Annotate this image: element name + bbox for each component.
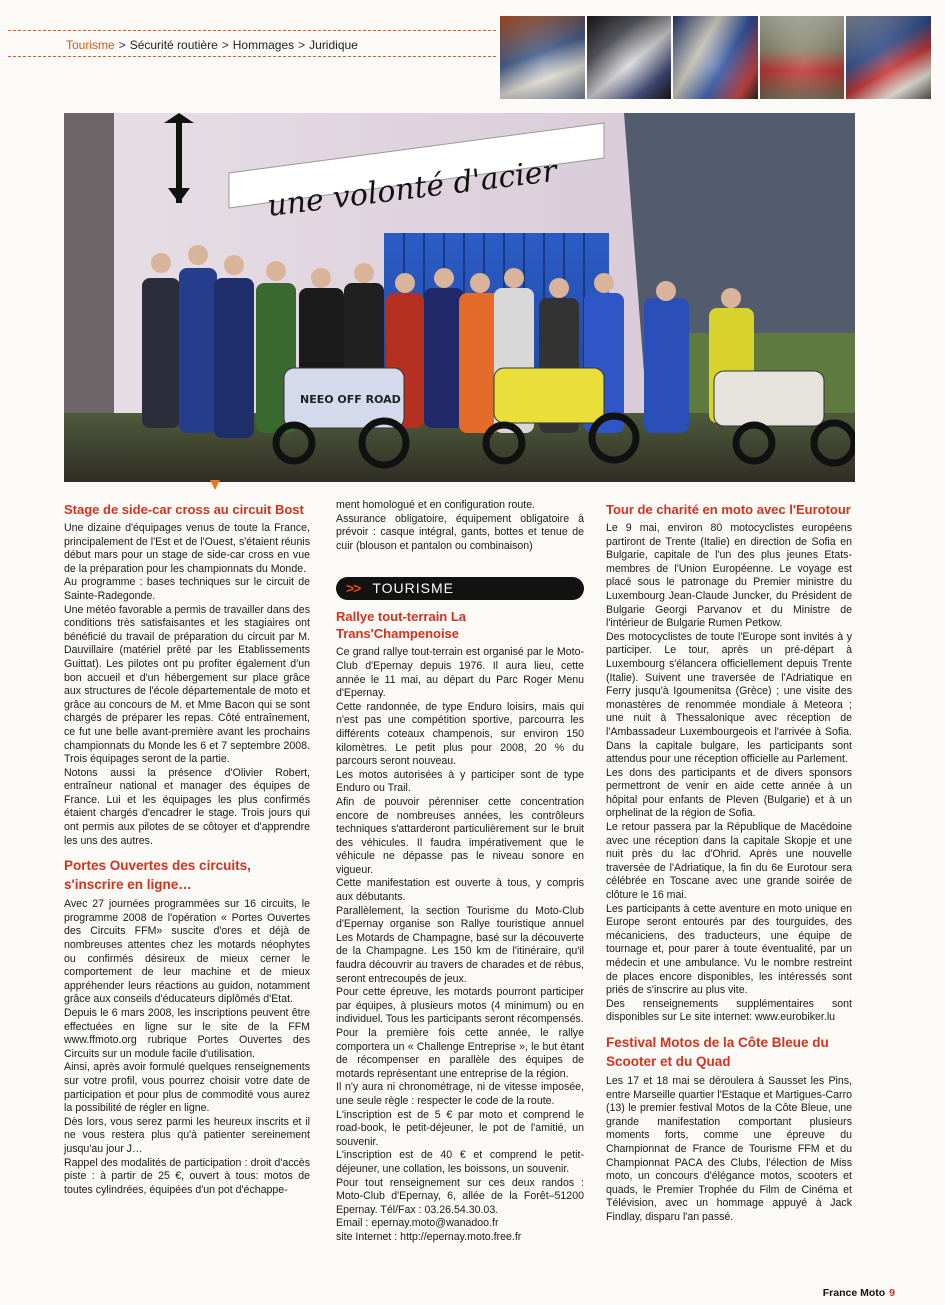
header-thumb-motocross-rider [587, 16, 672, 99]
header-photo-strip [500, 16, 931, 99]
section-banner-tourisme [336, 577, 584, 600]
paragraph: Pour cette épreuve, les motards pourront participer par équipes, à plusieurs motos (4 minimum) ou en individuel. Tous les participants seront récompensés. [336, 986, 584, 1026]
sidecar-plate-text: NEEO OFF ROAD [300, 393, 401, 406]
breadcrumb-separator: > [118, 38, 126, 52]
paragraph: Cette manifestation est ouverte à tous, y compris aux débutants. [336, 877, 584, 904]
paragraph: Une dizaine d'équipages venus de toute la France, principalement de l'Est et de l'Ouest, s'étaient réunis début mars pour un stage de side-car cross en vue de la préparation pour les championnats du Monde. [64, 522, 310, 575]
paragraph: Au programme : bases techniques sur le circuit de Sainte-Radegonde. [64, 576, 310, 602]
column-middle [336, 499, 584, 1245]
magazine-name: France Moto [822, 1287, 886, 1299]
section-banner-label: TOURISME [372, 580, 454, 597]
paragraph: L'inscription est de 40 € et comprend le petit-déjeuner, une collation, les boissons, un souvenir. [336, 1149, 584, 1175]
paragraph: Les motos autorisées à y participer sont de type Enduro ou Trail. [336, 768, 584, 795]
header-rule-bottom [8, 56, 496, 57]
paragraph: Des renseignements supplémentaires sont disponibles sur Le site internet: www.eurobiker.lu [606, 997, 852, 1024]
header-thumb-trail-riders [760, 16, 845, 99]
contact-email[interactable]: Email : epernay.moto@wanadoo.fr [336, 1217, 499, 1230]
photo-sign-text: une volonté d'acier [265, 153, 559, 224]
column-right [606, 499, 852, 1225]
header-thumb-mechanic [846, 16, 931, 99]
column-left [64, 499, 310, 1197]
article-heading-stage-sidecar: Stage de side-car cross au circuit Bost [64, 502, 304, 517]
paragraph: Le 9 mai, environ 80 motocyclistes européens partiront de Trente (Italie) en direction de Sofia en Bulgarie, capitale de l'un des plus jeunes Etats-membres de l'Union Européenne. Le voyage est placé sous le patronage du Premier ministre du Luxembourg Jean-Claude Juncker, du Président de Bulgarie Georgi Parvanov et du Ministre de l'intérieur de Bulgarie Rumen Petkow. [606, 522, 852, 630]
paragraph: Cette randonnée, de type Enduro loisirs, mais qui n'est pas une compétition sportive, parcourra les différents coteaux champenois, sur environ 150 kilomètres. Le petit plus pour 2008, 20 % du parcours seront nouveau. [336, 700, 584, 768]
paragraph: Dès lors, vous serez parmi les heureux inscrits et il ne vous restera plus qu'à patienter sereinement jusqu'au jour J… [64, 1115, 310, 1155]
header-thumb-rider-child [500, 16, 585, 99]
article-heading-eurotour: Tour de charité en moto avec l'Eurotour [606, 502, 851, 517]
paragraph: Pour la première fois cette année, le rallye comportera un « Challenge Entreprise », le but étant de récompenser en parallèle des équipes de motards représentant une entreprise de la région. [336, 1027, 584, 1080]
page-footer [823, 1287, 895, 1299]
paragraph: Les dons des participants et de divers sponsors permettront de venir en aide cette année à un hôpital pour enfants de Pleven (Bulgarie) et à un orphelinat de la région de Sofia. [606, 766, 852, 820]
breadcrumb-item-hommages[interactable]: Hommages [232, 38, 295, 52]
breadcrumb-separator: > [221, 38, 229, 52]
paragraph: Ce grand rallye tout-terrain est organisé par le Moto-Club d'Epernay depuis 1976. Il aura lieu, cette année le 11 mai, au départ du Parc Roger Menu d'Epernay. [336, 646, 584, 700]
double-chevron-icon: >> [346, 580, 361, 597]
paragraph: Ainsi, après avoir formulé quelques renseignements sur votre profil, vous pourrez choisir votre date de participation et pour plus de commodité vous aurez la possibilité de régler en ligne. [64, 1061, 310, 1115]
paragraph: Il n'y aura ni chronométrage, ni de vitesse imposée, une seule règle : respecter le code de la route. [336, 1081, 584, 1107]
paragraph: Le retour passera par la République de Macédoine avec une réception dans la capitale Skopje et une nuit près du lac d'Ohrid. Après une nouvelle traversée de l'Adriatique, la fin du 6e Eurotour sera célébrée en Toscane avec une grande soirée de clôture le 16 mai. [606, 821, 852, 902]
paragraph: Assurance obligatoire, équipement obligatoire à prévoir : casque intégral, gants, bottes et tenue de cuir (blouson et pantalon ou combinaison) [336, 512, 584, 552]
paragraph: Les participants à cette aventure en moto unique en Europe seront entourés par des tourguides, des mécaniciens, des traducteurs, une équipe de tournage et, pour parer à toute éventualité, par un médecin et une ambulance. Vu le nombre restreint de places encore disponibles, les intéressés sont priés de s'inscrire au plus vite. [606, 902, 852, 997]
breadcrumb-item-tourisme[interactable]: Tourisme [66, 38, 115, 52]
paragraph: Pour tout renseignement sur ces deux randos : Moto-Club d'Epernay, 6, allée de la Forêt–51200 Epernay. Tél/Fax : 03.26.54.30.03. [336, 1176, 584, 1216]
paragraph: Rappel des modalités de participation : droit d'accès piste : à partir de 25 €, ouvert à tous: motos de toutes cylindrées, équipées d'un pot d'échappe- [64, 1156, 310, 1196]
breadcrumb-separator: > [298, 38, 306, 52]
paragraph: Notons aussi la présence d'Olivier Robert, entraîneur national et manager des équipes de France. Lui et les équipages les plus confirmés étaient chargés d'encadrer le stage. Trois jours qui ont permis aux pilotes de se côtoyer et d'apprendre les uns des autres. [64, 766, 310, 847]
breadcrumb [66, 38, 358, 52]
article-heading-portes-ouvertes: Portes Ouvertes des circuits, s'inscrire en ligne… [64, 858, 251, 893]
header-thumb-racer-jump [673, 16, 758, 99]
main-photo-sidecar-team [64, 113, 855, 482]
header-rule-top [8, 30, 496, 31]
paragraph: L'inscription est de 5 € par moto et comprend le road-book, le petit-déjeuner, le pot de l'amitié, un souvenir. [336, 1108, 584, 1148]
breadcrumb-item-juridique[interactable]: Juridique [309, 38, 358, 52]
paragraph: Une météo favorable a permis de travailler dans des conditions très satisfaisantes et les stagiaires ont bénéficié du travail de préparation du circuit par M. Dauvillaire (matériel prêté par les Etablissements Guittat). Les pilotes ont pu profiter également d'un bon accueil et d'un hébergement sur place grâce aux structures de l'école départementale de moto et grâce au concours de M. et Mme Bacon qui se sont chargés de préparer les repas. Côté entraînement, ce fut une belle avant-première avant les prochains championnats du Monde les 6 et 7 septembre 2008. Trois équipages seront de la partie. [64, 603, 310, 766]
article-heading-festival-cote-bleue: Festival Motos de la Côte Bleue du Scooter et du Quad [606, 1034, 829, 1069]
article-heading-rallye: Rallye tout-terrain La Trans'Champenoise [336, 609, 467, 642]
paragraph: Les 17 et 18 mai se déroulera à Sausset les Pins, entre Marseille quartier l'Estaque et Martigues-Carro (13) le premier festival Motos de la Côte Bleue, une grande manifestation comportant plusieurs moments forts, comme une épreuve du Championnat de France de Tourisme FFM et du Championnat PACA des Clubs, l'élection de Miss moto, un concours d'élégance motos, scooters et quads, le Premier Trophée du Film de Cinéma et Télévision, avec un hommage appuyé à Jack Findlay, disparu l'an passé. [606, 1074, 852, 1223]
paragraph: Parallèlement, la section Tourisme du Moto-Club d'Epernay organise son Rallye touristique annuel Les Motards de Champagne, basé sur la découverte de la Champagne. Les 150 km de l'itinéraire, qu'il faudra découvrir au travers de charades et de rébus, seront entrecoupés de jeux. [336, 904, 584, 985]
paragraph: Afin de pouvoir pérenniser cette concentration encore de nombreuses années, les contrôleurs techniques s'attarderont particulièrement sur le bruit des véhicules. Il faudra impérativement que le véhicule ne dépasse pas le niveau sonore en vigueur. [336, 795, 584, 876]
page-number: 9 [889, 1287, 895, 1299]
paragraph: Des motocyclistes de toute l'Europe sont invités à y participer. Le tour, après un pré-départ à Luxembourg s'élancera officiellement depuis Trente (Italie). Suivent une traversée de l'Adriatique en Ferry jusqu'à Igoumenitsa (Grèce) ; une visite des monastères de renommée mondiale à Meteora ; une nuit à Thessalonique avec réception de l'Ambassadeur Luxembourgeois et l'arrivée à Sofia. Dans la capitale bulgare, les participants sont attendus pour une réception officielle au Parlement. [606, 630, 852, 766]
paragraph: Depuis le 6 mars 2008, les inscriptions peuvent être effectuées en ligne sur le site de la FFM www.ffmoto.org rubrique Portes Ouvertes des Circuits sur un module facile d'utilisation. [64, 1007, 310, 1060]
paragraph: ment homologué et en configuration route. [336, 499, 536, 511]
breadcrumb-item-securite[interactable]: Sécurité routière [129, 38, 218, 52]
contact-website[interactable]: site Internet : http://epernay.moto.free.fr [336, 1230, 522, 1243]
photo-pointer-marker [210, 480, 220, 490]
paragraph: Avec 27 journées programmées sur 16 circuits, le programme 2008 de l'opération « Portes Ouvertes des Circuits FFM» suscite d'ores et déjà de nombreuses attentes chez les motards néophytes ou confirmés désireux de mieux cerner le comportement de leur machine et de mieux appréhender leurs réactions au guidon, notamment grâce aux conseils d'éducateurs diplômés d'Etat. [64, 898, 310, 1006]
